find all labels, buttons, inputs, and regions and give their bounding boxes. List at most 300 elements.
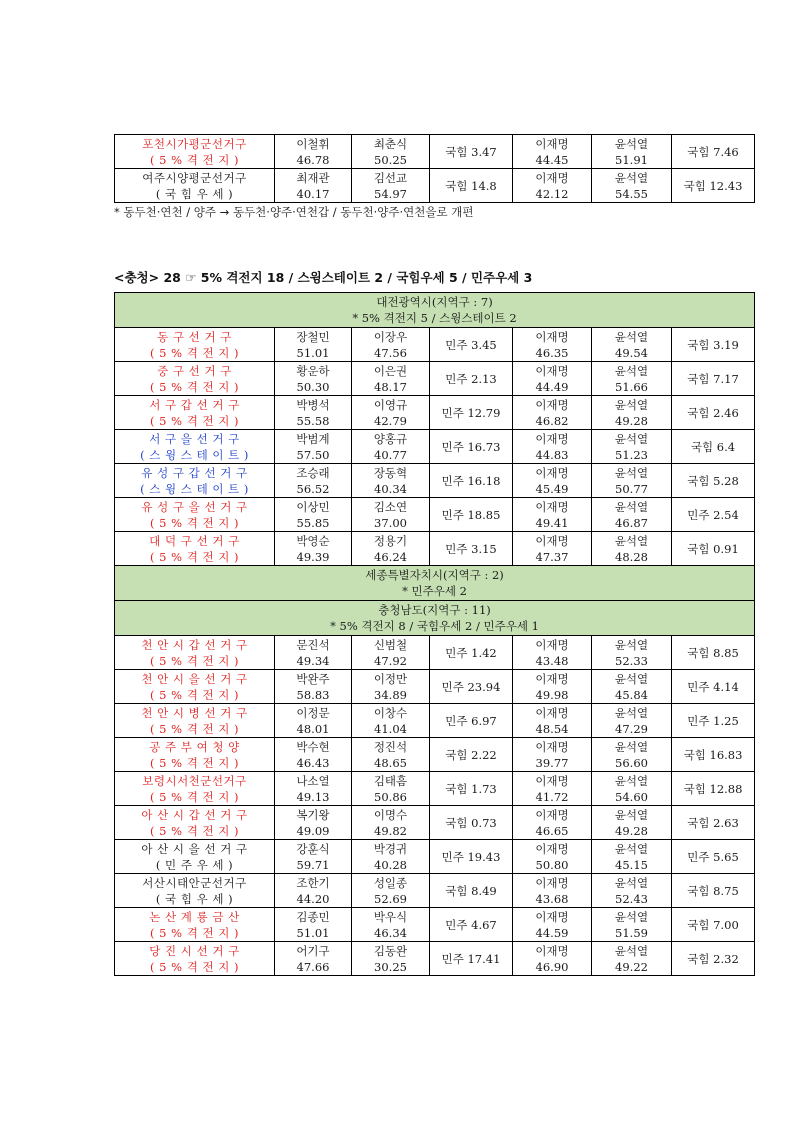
district-cell: [115, 169, 275, 203]
presidential-1-cell: [513, 738, 592, 772]
general-margin: 민주 3.15: [430, 532, 513, 566]
table-row: [115, 704, 755, 738]
presidential-2-name: 윤석열: [614, 773, 649, 788]
presidential-1-vote: 46.35: [535, 345, 569, 360]
presidential-1-vote: 45.49: [535, 481, 569, 496]
presidential-2-cell: [592, 806, 672, 840]
candidate-1-vote: 47.66: [296, 959, 330, 974]
candidate-2-vote: 40.28: [374, 857, 407, 872]
candidate-2-name: 김소연: [373, 499, 408, 514]
table-row: [115, 874, 755, 908]
district-status: ( 5 % 격 전 지 ): [150, 755, 239, 770]
region-title: 세종특별자치시(지역구 : 2): [365, 568, 504, 582]
candidate-2-cell: [352, 670, 430, 704]
presidential-2-name: 윤석열: [614, 705, 649, 720]
table-row: [115, 464, 755, 498]
candidate-1-cell: [275, 636, 352, 670]
presidential-margin: 국힘 2.32: [672, 942, 755, 976]
candidate-2-name: 장동혁: [373, 465, 408, 480]
district-name: 서산시태안군선거구: [142, 875, 247, 890]
candidate-2-name: 이명수: [373, 807, 408, 822]
candidate-2-name: 신범철: [373, 637, 408, 652]
presidential-1-vote: 42.12: [535, 186, 569, 201]
presidential-1-name: 이재명: [535, 170, 569, 185]
candidate-1-vote: 49.39: [296, 549, 330, 564]
chungcheong-results-table: [114, 292, 755, 976]
candidate-1-vote: 58.83: [296, 687, 330, 702]
table-row: [115, 430, 755, 464]
candidate-2-name: 정용기: [373, 533, 408, 548]
district-name: 서 구 갑 선 거 구: [149, 397, 240, 412]
presidential-margin: 국힘 8.75: [672, 874, 755, 908]
district-name: 서 구 을 선 거 구: [149, 431, 240, 446]
presidential-margin: 민주 2.54: [672, 498, 755, 532]
presidential-1-name: 이재명: [535, 909, 569, 924]
candidate-1-name: 김종민: [296, 909, 330, 924]
presidential-margin: 민주 1.25: [672, 704, 755, 738]
candidate-2-name: 이정만: [373, 671, 408, 686]
district-status: ( 5 % 격 전 지 ): [150, 152, 239, 167]
general-margin: 민주 18.85: [430, 498, 513, 532]
table-row: [115, 362, 755, 396]
district-status: ( 5 % 격 전 지 ): [150, 379, 239, 394]
candidate-2-name: 성일종: [373, 875, 408, 890]
candidate-1-cell: [275, 532, 352, 566]
presidential-margin: 국힘 3.19: [672, 328, 755, 362]
region-subtitle: * 5% 격전지 8 / 국힘우세 2 / 민주우세 1: [330, 619, 539, 633]
presidential-2-cell: [592, 135, 672, 169]
district-name: 유 성 구 을 선 거 구: [141, 499, 248, 514]
candidate-1-cell: [275, 772, 352, 806]
candidate-1-name: 박병석: [296, 397, 330, 412]
candidate-1-name: 장철민: [296, 329, 330, 344]
district-name: 아 산 시 을 선 거 구: [141, 841, 248, 856]
district-name: 아 산 시 갑 선 거 구: [141, 807, 248, 822]
presidential-2-cell: [592, 704, 672, 738]
presidential-1-name: 이재명: [535, 671, 569, 686]
presidential-2-cell: [592, 840, 672, 874]
presidential-2-name: 윤석열: [614, 170, 649, 185]
candidate-2-vote: 47.56: [374, 345, 407, 360]
candidate-2-name: 이은권: [373, 363, 408, 378]
district-status: ( 5 % 격 전 지 ): [150, 721, 239, 736]
candidate-2-vote: 40.77: [374, 447, 407, 462]
presidential-2-vote: 47.29: [615, 721, 648, 736]
general-margin: 민주 6.97: [430, 704, 513, 738]
presidential-2-cell: [592, 464, 672, 498]
table-row: [115, 840, 755, 874]
district-cell: [115, 464, 275, 498]
presidential-1-cell: [513, 704, 592, 738]
candidate-2-vote: 50.25: [374, 152, 407, 167]
district-status: ( 국 힘 우 세 ): [155, 186, 234, 201]
presidential-1-name: 이재명: [535, 533, 569, 548]
presidential-1-name: 이재명: [535, 773, 569, 788]
presidential-1-name: 이재명: [535, 943, 569, 958]
general-margin: 민주 3.45: [430, 328, 513, 362]
district-cell: [115, 670, 275, 704]
candidate-1-name: 황운하: [296, 363, 330, 378]
presidential-1-name: 이재명: [535, 363, 569, 378]
presidential-1-name: 이재명: [535, 465, 569, 480]
candidate-2-cell: [352, 396, 430, 430]
presidential-margin: 국힘 0.91: [672, 532, 755, 566]
general-margin: 민주 17.41: [430, 942, 513, 976]
presidential-1-cell: [513, 430, 592, 464]
candidate-2-name: 박경귀: [373, 841, 408, 856]
candidate-1-name: 조승래: [296, 465, 330, 480]
presidential-2-vote: 48.28: [615, 549, 648, 564]
section-heading: <충청> 28 ☞ 5% 격전지 18 / 스윙스테이트 2 / 국힘우세 5 / 민주우세 3: [114, 270, 533, 285]
candidate-2-name: 김선교: [373, 170, 408, 185]
presidential-2-vote: 45.15: [615, 857, 648, 872]
district-status: ( 스 윙 스 테 이 트 ): [140, 447, 249, 462]
district-cell: [115, 840, 275, 874]
table-row: [115, 532, 755, 566]
presidential-2-name: 윤석열: [614, 637, 649, 652]
presidential-margin: 국힘 12.43: [672, 169, 755, 203]
presidential-1-cell: [513, 670, 592, 704]
candidate-2-vote: 48.17: [374, 379, 407, 394]
region-header-sejong: [115, 566, 755, 601]
district-name: 천 안 시 병 선 거 구: [141, 705, 248, 720]
candidate-2-name: 김태흠: [373, 773, 408, 788]
candidate-2-cell: [352, 738, 430, 772]
presidential-2-cell: [592, 169, 672, 203]
region-subtitle: * 민주우세 2: [402, 584, 467, 598]
candidate-1-name: 문진석: [296, 637, 330, 652]
presidential-2-vote: 56.60: [615, 755, 648, 770]
candidate-2-cell: [352, 806, 430, 840]
candidate-1-vote: 56.52: [296, 481, 330, 496]
presidential-1-cell: [513, 328, 592, 362]
district-cell: [115, 498, 275, 532]
candidate-1-cell: [275, 135, 352, 169]
district-name: 천 안 시 갑 선 거 구: [141, 637, 248, 652]
candidate-1-cell: [275, 942, 352, 976]
presidential-1-cell: [513, 772, 592, 806]
presidential-2-vote: 49.28: [615, 823, 648, 838]
presidential-margin: 국힘 6.4: [672, 430, 755, 464]
candidate-2-cell: [352, 942, 430, 976]
general-margin: 국힘 1.73: [430, 772, 513, 806]
general-margin: 국힘 3.47: [430, 135, 513, 169]
presidential-2-name: 윤석열: [614, 943, 649, 958]
candidate-2-cell: [352, 498, 430, 532]
presidential-2-vote: 49.22: [615, 959, 648, 974]
candidate-1-name: 이철휘: [296, 136, 330, 151]
presidential-2-cell: [592, 498, 672, 532]
candidate-1-name: 박완주: [296, 671, 330, 686]
presidential-2-cell: [592, 532, 672, 566]
presidential-1-vote: 44.49: [535, 379, 569, 394]
presidential-margin: 국힘 7.00: [672, 908, 755, 942]
candidate-2-cell: [352, 135, 430, 169]
candidate-1-name: 나소열: [296, 773, 330, 788]
presidential-2-name: 윤석열: [614, 397, 649, 412]
candidate-1-cell: [275, 498, 352, 532]
presidential-2-vote: 54.55: [615, 186, 648, 201]
candidate-1-cell: [275, 396, 352, 430]
presidential-1-cell: [513, 942, 592, 976]
presidential-2-name: 윤석열: [614, 841, 649, 856]
presidential-2-vote: 46.87: [615, 515, 648, 530]
presidential-2-name: 윤석열: [614, 499, 649, 514]
presidential-1-cell: [513, 840, 592, 874]
candidate-2-vote: 37.00: [374, 515, 407, 530]
candidate-1-cell: [275, 670, 352, 704]
candidate-1-vote: 48.01: [296, 721, 330, 736]
presidential-1-cell: [513, 464, 592, 498]
table-row: [115, 135, 755, 169]
presidential-1-name: 이재명: [535, 329, 569, 344]
general-margin: 민주 23.94: [430, 670, 513, 704]
district-status: ( 5 % 격 전 지 ): [150, 823, 239, 838]
candidate-1-name: 박수현: [296, 739, 330, 754]
candidate-1-cell: [275, 362, 352, 396]
presidential-1-cell: [513, 908, 592, 942]
district-cell: [115, 738, 275, 772]
table-row: [115, 908, 755, 942]
presidential-margin: 국힘 2.63: [672, 806, 755, 840]
candidate-2-vote: 46.34: [374, 925, 407, 940]
district-cell: [115, 396, 275, 430]
presidential-2-vote: 52.33: [615, 653, 648, 668]
general-margin: 국힘 0.73: [430, 806, 513, 840]
general-margin: 민주 4.67: [430, 908, 513, 942]
district-status: ( 5 % 격 전 지 ): [150, 687, 239, 702]
candidate-1-name: 복기왕: [296, 807, 330, 822]
general-margin: 민주 1.42: [430, 636, 513, 670]
region-header-daejeon: [115, 293, 755, 328]
candidate-2-vote: 49.82: [374, 823, 407, 838]
candidate-1-vote: 46.78: [296, 152, 330, 167]
candidate-2-name: 이영규: [373, 397, 408, 412]
presidential-1-vote: 43.48: [535, 653, 569, 668]
presidential-2-name: 윤석열: [614, 807, 649, 822]
presidential-2-name: 윤석열: [614, 136, 649, 151]
candidate-2-vote: 47.92: [374, 653, 407, 668]
presidential-margin: 국힘 16.83: [672, 738, 755, 772]
district-status: ( 국 힘 우 세 ): [155, 891, 234, 906]
table-row: [115, 169, 755, 203]
candidate-2-name: 양홍규: [373, 431, 408, 446]
candidate-2-vote: 54.97: [374, 186, 407, 201]
presidential-2-vote: 50.77: [615, 481, 648, 496]
candidate-1-vote: 50.30: [296, 379, 330, 394]
presidential-2-vote: 51.66: [615, 379, 648, 394]
candidate-1-vote: 49.34: [296, 653, 330, 668]
presidential-1-vote: 44.83: [535, 447, 569, 462]
presidential-2-cell: [592, 772, 672, 806]
district-status: ( 5 % 격 전 지 ): [150, 959, 239, 974]
presidential-margin: 국힘 8.85: [672, 636, 755, 670]
candidate-1-cell: [275, 704, 352, 738]
candidate-1-vote: 49.09: [296, 823, 330, 838]
general-margin: 민주 19.43: [430, 840, 513, 874]
presidential-2-vote: 49.54: [615, 345, 648, 360]
region-title: 대전광역시(지역구 : 7): [376, 295, 493, 309]
candidate-1-vote: 40.17: [296, 186, 330, 201]
presidential-2-cell: [592, 942, 672, 976]
candidate-1-cell: [275, 328, 352, 362]
presidential-margin: 국힘 2.46: [672, 396, 755, 430]
candidate-1-cell: [275, 840, 352, 874]
redistricting-note: * 동두천·연천 / 양주 → 동두천·양주·연천갑 / 동두천·양주·연천을로 개편: [114, 205, 474, 219]
presidential-1-vote: 44.45: [535, 152, 569, 167]
candidate-1-vote: 59.71: [296, 857, 330, 872]
candidate-2-cell: [352, 169, 430, 203]
district-status: ( 5 % 격 전 지 ): [150, 515, 239, 530]
candidate-2-name: 박우식: [373, 909, 408, 924]
candidate-2-vote: 42.79: [374, 413, 407, 428]
general-margin: 국힘 8.49: [430, 874, 513, 908]
presidential-2-vote: 51.59: [615, 925, 648, 940]
presidential-1-vote: 49.98: [535, 687, 569, 702]
general-margin: 민주 12.79: [430, 396, 513, 430]
candidate-1-cell: [275, 806, 352, 840]
candidate-1-cell: [275, 464, 352, 498]
candidate-2-cell: [352, 464, 430, 498]
candidate-1-vote: 46.43: [296, 755, 330, 770]
district-status: ( 민 주 우 세 ): [155, 857, 234, 872]
candidate-2-cell: [352, 840, 430, 874]
candidate-2-name: 이장우: [373, 329, 408, 344]
table-row: [115, 738, 755, 772]
presidential-1-vote: 49.41: [535, 515, 569, 530]
presidential-2-cell: [592, 874, 672, 908]
candidate-1-vote: 44.20: [296, 891, 330, 906]
district-cell: [115, 532, 275, 566]
candidate-1-cell: [275, 430, 352, 464]
district-status: ( 5 % 격 전 지 ): [150, 789, 239, 804]
presidential-margin: 국힘 12.88: [672, 772, 755, 806]
presidential-1-name: 이재명: [535, 739, 569, 754]
presidential-1-vote: 48.54: [535, 721, 569, 736]
presidential-1-name: 이재명: [535, 499, 569, 514]
candidate-2-cell: [352, 908, 430, 942]
table-row: [115, 806, 755, 840]
district-name: 포천시가평군선거구: [142, 136, 247, 151]
presidential-2-cell: [592, 908, 672, 942]
presidential-1-vote: 39.77: [535, 755, 569, 770]
general-margin: 민주 16.18: [430, 464, 513, 498]
candidate-1-name: 박영순: [296, 533, 330, 548]
presidential-1-name: 이재명: [535, 807, 569, 822]
candidate-2-name: 정진석: [373, 739, 408, 754]
district-status: ( 5 % 격 전 지 ): [150, 549, 239, 564]
top-results-table: [114, 134, 755, 203]
candidate-2-vote: 46.24: [374, 549, 407, 564]
district-cell: [115, 636, 275, 670]
district-name: 논 산 계 룡 금 산: [149, 909, 240, 924]
presidential-2-cell: [592, 396, 672, 430]
candidate-2-vote: 41.04: [374, 721, 407, 736]
district-status: ( 5 % 격 전 지 ): [150, 345, 239, 360]
presidential-margin: 국힘 7.17: [672, 362, 755, 396]
presidential-1-cell: [513, 396, 592, 430]
general-margin: 민주 2.13: [430, 362, 513, 396]
presidential-1-name: 이재명: [535, 875, 569, 890]
district-cell: [115, 806, 275, 840]
presidential-2-vote: 52.43: [615, 891, 648, 906]
district-status: ( 스 윙 스 테 이 트 ): [140, 481, 249, 496]
table-row: [115, 942, 755, 976]
general-margin: 민주 16.73: [430, 430, 513, 464]
presidential-2-cell: [592, 328, 672, 362]
presidential-1-cell: [513, 498, 592, 532]
presidential-1-name: 이재명: [535, 136, 569, 151]
table-row: [115, 328, 755, 362]
presidential-margin: 민주 4.14: [672, 670, 755, 704]
presidential-1-cell: [513, 135, 592, 169]
candidate-1-cell: [275, 874, 352, 908]
district-name: 여주시양평군선거구: [142, 170, 247, 185]
candidate-1-name: 어기구: [296, 943, 330, 958]
presidential-1-name: 이재명: [535, 705, 569, 720]
district-cell: [115, 704, 275, 738]
presidential-2-cell: [592, 430, 672, 464]
presidential-2-name: 윤석열: [614, 465, 649, 480]
candidate-1-cell: [275, 908, 352, 942]
candidate-2-name: 최춘식: [373, 136, 408, 151]
district-status: ( 5 % 격 전 지 ): [150, 925, 239, 940]
presidential-1-cell: [513, 874, 592, 908]
presidential-1-vote: 46.82: [535, 413, 569, 428]
presidential-2-cell: [592, 636, 672, 670]
candidate-2-cell: [352, 636, 430, 670]
candidate-2-cell: [352, 874, 430, 908]
candidate-1-name: 이상민: [296, 499, 330, 514]
presidential-1-cell: [513, 636, 592, 670]
presidential-2-name: 윤석열: [614, 909, 649, 924]
district-name: 대 덕 구 선 거 구: [149, 533, 240, 548]
presidential-1-vote: 43.68: [535, 891, 569, 906]
presidential-2-name: 윤석열: [614, 739, 649, 754]
district-cell: [115, 328, 275, 362]
candidate-1-cell: [275, 169, 352, 203]
district-cell: [115, 772, 275, 806]
district-cell: [115, 908, 275, 942]
candidate-2-cell: [352, 430, 430, 464]
candidate-2-name: 이창수: [373, 705, 408, 720]
candidate-1-name: 이정문: [296, 705, 330, 720]
table-row: [115, 670, 755, 704]
candidate-1-name: 박범계: [296, 431, 330, 446]
candidate-1-vote: 55.58: [296, 413, 330, 428]
candidate-1-cell: [275, 738, 352, 772]
presidential-2-cell: [592, 362, 672, 396]
presidential-margin: 국힘 5.28: [672, 464, 755, 498]
presidential-1-vote: 50.80: [535, 857, 569, 872]
candidate-2-vote: 50.86: [374, 789, 407, 804]
candidate-2-vote: 34.89: [374, 687, 407, 702]
table-row: [115, 498, 755, 532]
presidential-2-vote: 51.91: [615, 152, 648, 167]
district-cell: [115, 430, 275, 464]
candidate-2-vote: 30.25: [374, 959, 407, 974]
table-row: [115, 636, 755, 670]
candidate-2-cell: [352, 532, 430, 566]
district-status: ( 5 % 격 전 지 ): [150, 413, 239, 428]
general-margin: 국힘 2.22: [430, 738, 513, 772]
presidential-1-name: 이재명: [535, 841, 569, 856]
presidential-1-vote: 46.65: [535, 823, 569, 838]
candidate-1-vote: 51.01: [296, 925, 330, 940]
district-name: 천 안 시 을 선 거 구: [141, 671, 248, 686]
presidential-margin: 국힘 7.46: [672, 135, 755, 169]
presidential-2-name: 윤석열: [614, 431, 649, 446]
